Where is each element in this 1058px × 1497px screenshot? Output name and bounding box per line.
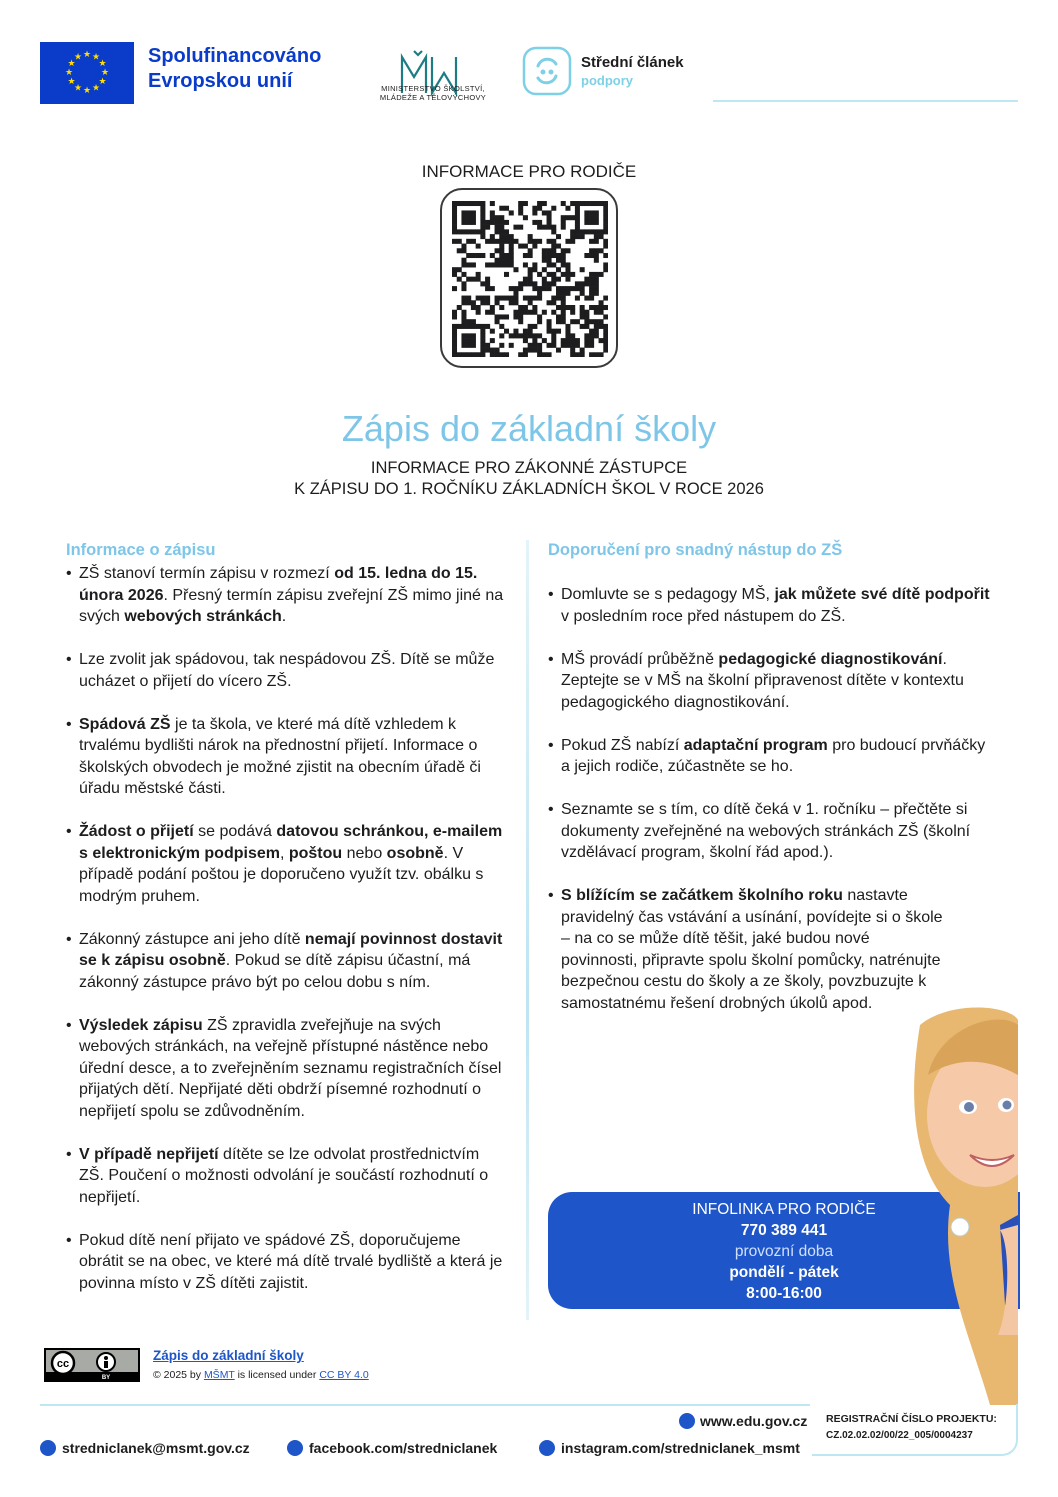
svg-text:★: ★ (100, 68, 110, 78)
msmt-caption-line-1: MINISTERSTVO ŠKOLSTVÍ, (381, 84, 485, 93)
list-item: • Domluvte se s pedagogy MŠ, jak můžete své dítě podpořit v posledním roce před nástupem do ZŠ. (548, 584, 992, 627)
msmt-caption (362, 84, 504, 102)
license-middle: is licensed under (234, 1369, 320, 1381)
header-divider (713, 100, 1018, 102)
page-subtitle (0, 458, 1058, 500)
website-text: www.edu.gov.cz (700, 1413, 808, 1429)
right-column-heading: Doporučení pro snadný nástup do ZŠ (548, 541, 843, 559)
subtitle-line-2: K ZÁPISU DO 1. ROČNÍKU ZÁKLADNÍCH ŠKOL V ROCE 2026 (294, 480, 764, 498)
list-item: • Žádost o přijetí se podává datovou schránkou, e-mailem s elektronickým podpisem, poštou nebo osobně. V případě podání poštou je doporučeno využít tzv. obálku s modrým pruhem. (66, 821, 506, 907)
by-badge-text: BY (101, 1375, 111, 1380)
website-link[interactable] (679, 1413, 807, 1429)
list-item: • Lze zvolit jak spádovou, tak nespádovou ZŠ. Dítě se může ucházet o přijetí do vícero ZŠ. (66, 649, 506, 692)
registration-title: REGISTRAČNÍ ČÍSLO PROJEKTU: (826, 1413, 997, 1425)
list-item: • V případě nepřijetí dítěte se lze odvolat prostřednictvím ZŠ. Poučení o možnosti odvolání je součástí rozhodnutí o nepřijetí. (66, 1144, 506, 1209)
svg-text:★: ★ (73, 83, 83, 94)
svg-text:★: ★ (82, 86, 92, 96)
instagram-icon (539, 1440, 555, 1456)
recommendations-list (548, 584, 992, 1014)
msmt-caption-line-2: MLÁDEŽE A TĚLOVÝCHOVY (379, 93, 487, 102)
email-text: stredniclanek@msmt.gov.cz (62, 1440, 250, 1456)
page-title: Zápis do základní školy (341, 408, 717, 449)
svg-text:★: ★ (67, 77, 76, 87)
eu-cofinanced-text (148, 44, 321, 94)
stredni-clanek-subtitle: podpory (581, 73, 633, 88)
qr-code-image (452, 201, 608, 357)
license-text (153, 1369, 369, 1381)
eu-line-2: Evropskou unií (148, 70, 293, 92)
eu-flag-logo (40, 42, 134, 104)
facebook-icon (287, 1440, 303, 1456)
infoline-hours: 8:00-16:00 (746, 1285, 822, 1302)
qr-label: INFORMACE PRO RODIČE (421, 162, 637, 181)
list-item: • Spádová ZŠ je ta škola, ve které má dítě vzhledem k trvalému bydlišti nárok na přednostní přijetí. Informace o školských obvodech je možné zjistit na obecním úřadě či úřadu městské části. (66, 714, 506, 800)
infoline-hours-label: provozní doba (734, 1243, 834, 1260)
list-item: • Pokud dítě není přijato ve spádové ZŠ, doporučujeme obrátit se na obec, ve které má dítě trvalé bydliště a která je povinna místo v ZŠ dítěti zajistit. (66, 1230, 506, 1295)
svg-text:★: ★ (91, 52, 101, 63)
qr-code[interactable] (440, 188, 618, 368)
email-icon (40, 1440, 56, 1456)
infoline-days: pondělí - pátek (729, 1264, 839, 1281)
registration-number: CZ.02.02.02/00/22_005/0004237 (826, 1430, 973, 1441)
svg-text:★: ★ (73, 52, 83, 63)
cc-badge-text: cc (56, 1358, 70, 1370)
instagram-link[interactable] (539, 1440, 800, 1456)
email-link[interactable] (40, 1440, 250, 1456)
svg-text:★: ★ (82, 50, 92, 60)
svg-text:★: ★ (91, 83, 101, 94)
list-item: • Seznamte se s tím, co dítě čeká v 1. ročníku – přečtěte si dokumenty zveřejněné na webových stránkách ZŠ (školní vzdělávací program, školní řád apod.). (548, 799, 992, 864)
enrollment-info-list (66, 563, 506, 1294)
list-item: • ZŠ stanoví termín zápisu v rozmezí od 15. ledna do 15. února 2026. Přesný termín zápisu zveřejní ZŠ mimo jiné na svých webových stránkách. (66, 563, 506, 628)
subtitle-line-1: INFORMACE PRO ZÁKONNÉ ZÁSTUPCE (370, 459, 688, 477)
infoline-phone[interactable]: 770 389 441 (740, 1222, 828, 1239)
eu-line-1: Spolufinancováno (148, 45, 322, 67)
instagram-text: instagram.com/stredniclanek_msmt (561, 1440, 800, 1456)
footer-divider (40, 1404, 810, 1406)
license-work-title-link[interactable]: Zápis do základní školy (153, 1348, 304, 1363)
list-item: • S blížícím se začátkem školního roku nastavte pravidelný čas vstávání a usínání, povídejte si o škole – na co se může dítě těšit, jaké budou nové povinnosti, připravte spolu školní pomůcky, natrénujte bezpečnou cestu do školy a ze školy, povzbuzujte k samostatnému řešení drobných úkolů apod. (548, 885, 948, 1014)
left-column-heading: Informace o zápisu (66, 541, 216, 559)
svg-text:★: ★ (64, 68, 74, 78)
cc-by-license-badge (44, 1348, 140, 1382)
facebook-link[interactable] (287, 1440, 497, 1456)
infoline-title: INFOLINKA PRO RODIČE (692, 1201, 876, 1218)
globe-icon (679, 1413, 695, 1429)
stredni-clanek-title: Střední článek (581, 54, 684, 71)
svg-text:★: ★ (98, 59, 107, 69)
svg-text:★: ★ (67, 59, 76, 69)
list-item: • MŠ provádí průběžně pedagogické diagnostikování. Zeptejte se v MŠ na školní připravenost dítěte v kontextu pedagogického diagnostikování. (548, 649, 992, 714)
license-prefix: © 2025 by (153, 1369, 204, 1381)
list-item: • Pokud ZŠ nabízí adaptační program pro budoucí prvňáčky a jejich rodiče, zúčastněte se ho. (548, 735, 992, 778)
list-item: • Zákonný zástupce ani jeho dítě nemají povinnost dostavit se k zápisu osobně. Pokud se dítě zápisu účastní, má zákonný zástupce právo být po celou dobu s ním. (66, 929, 506, 994)
list-item: • Výsledek zápisu ZŠ zpravidla zveřejňuje na svých webových stránkách, na veřejně přístupné nástěnce nebo úřední desce, a to zveřejněním seznamu registračních čísel přijatých dětí. Nepřijaté děti obdrží písemné rozhodnutí o nepřijetí spolu se zdůvodněním. (66, 1015, 506, 1123)
facebook-text: facebook.com/stredniclanek (309, 1440, 498, 1456)
stredni-clanek-logo-icon (522, 46, 572, 96)
license-link[interactable]: CC BY 4.0 (319, 1369, 369, 1381)
column-divider (526, 540, 529, 1320)
girl-photo (880, 1005, 1018, 1405)
license-author-link[interactable]: MŠMT (203, 1369, 235, 1381)
svg-text:★: ★ (98, 77, 107, 87)
